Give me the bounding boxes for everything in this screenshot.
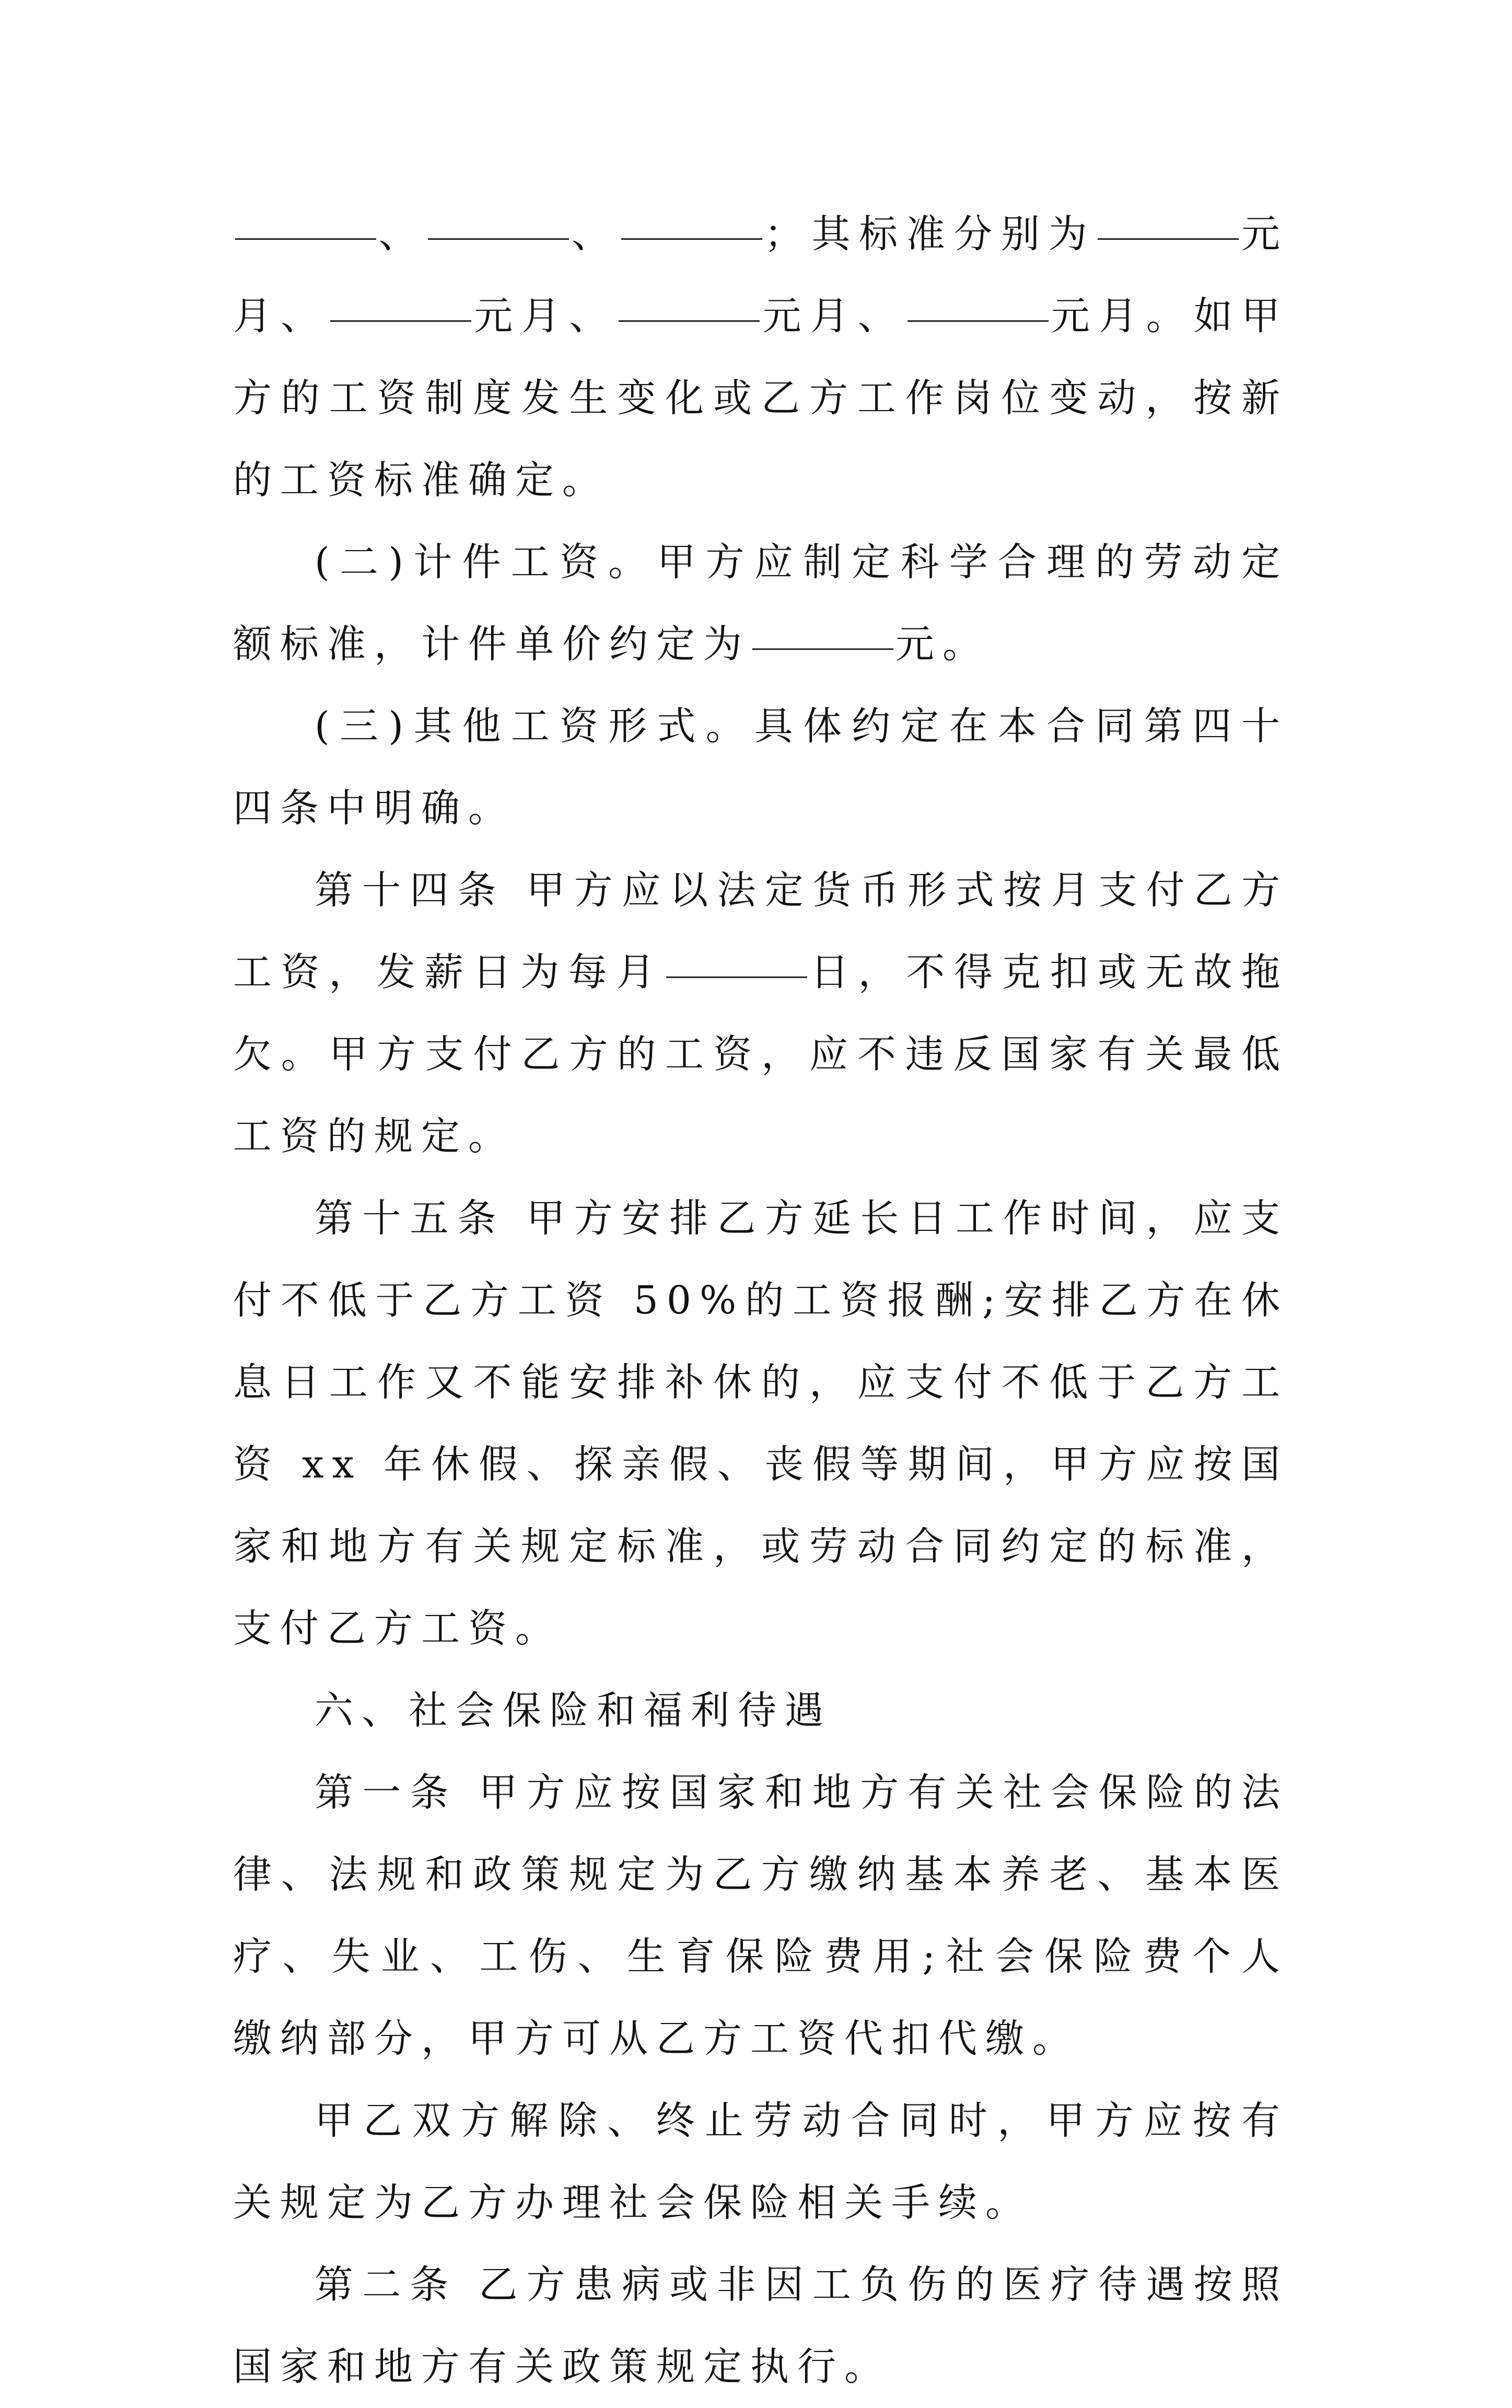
blank-field xyxy=(330,320,471,322)
paragraph-text: 第十四条 甲方应以法定货币形式按月支付乙方工资，发薪日为每月 xyxy=(233,868,1288,995)
paragraph-piece-rate xyxy=(233,521,1288,685)
blank-field xyxy=(619,320,760,322)
blank-field xyxy=(621,238,762,240)
separator-text: 、 xyxy=(378,212,426,257)
paragraph-text: 元月。如甲方的工资制度发生变化或乙方工作岗位变动，按新的工资标准确定。 xyxy=(233,294,1289,503)
blank-field xyxy=(752,648,893,650)
paragraph-text: 元。 xyxy=(895,622,990,667)
paragraph-article-1: 第一条 甲方应按国家和地方有关社会保险的法律、法规和政策规定为乙方缴纳基本养老、基本医疗、失业、工伤、生育保险费用;社会保险费个人缴纳部分，甲方可从乙方工资代扣代缴。 xyxy=(233,1770,1288,2061)
paragraph-wage-standards xyxy=(233,193,1288,521)
paragraph-text: 元月、 xyxy=(762,294,905,339)
paragraph-article-2: 第二条 乙方患病或非因工负伤的医疗待遇按照国家和地方有关政策规定执行。 xyxy=(233,2262,1288,2389)
paragraph-text: ；其标准分别为 xyxy=(764,212,1096,257)
paragraph-other-wage-forms: (三)其他工资形式。具体约定在本合同第四十四条中明确。 xyxy=(233,704,1288,831)
blank-field xyxy=(428,238,569,240)
paragraph-text: 元月、 xyxy=(473,294,617,339)
section-heading-social-insurance: 六、社会保险和福利待遇 xyxy=(315,1688,832,1733)
document-body xyxy=(233,193,1288,2408)
blank-field xyxy=(666,976,807,978)
paragraph-article-15: 第十五条 甲方安排乙方延长日工作时间，应支付不低于乙方工资 50%的工资报酬;安排乙方在休息日工作又不能安排补休的，应支付不低于乙方工资 xx 年休假、探亲假、丧假等期间，甲方应按国家和地方有关规定标准，或劳动合同约定的标准，支付乙方工资。 xyxy=(233,1196,1288,1651)
paragraph-text: 日，不得克扣或无故拖欠。甲方支付乙方的工资，应不违反国家有关最低工资的规定。 xyxy=(233,950,1289,1159)
paragraph-text: 元月、 xyxy=(233,212,1289,339)
paragraph-article-14 xyxy=(233,850,1288,1178)
blank-field xyxy=(1098,238,1239,240)
separator-text: 、 xyxy=(571,212,619,257)
paragraph-termination-insurance: 甲乙双方解除、终止劳动合同时，甲方应按有关规定为乙方办理社会保险相关手续。 xyxy=(233,2098,1288,2225)
blank-field xyxy=(908,320,1049,322)
paragraph-text: (二)计件工资。甲方应制定科学合理的劳动定额标准，计件单价约定为 xyxy=(233,540,1288,667)
blank-field xyxy=(235,238,376,240)
